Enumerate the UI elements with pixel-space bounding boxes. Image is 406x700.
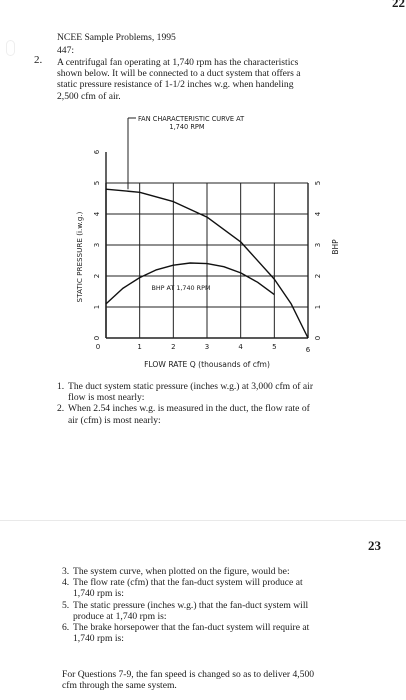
question-number: 6. — [62, 622, 70, 634]
question-item — [62, 566, 372, 577]
y-axis-label-right: BHP — [331, 239, 340, 255]
question-line: produce at 1,740 rpm is: — [73, 610, 167, 622]
x-tick-label: 0 — [95, 343, 101, 351]
problem-line: 2,500 cfm of air. — [57, 90, 121, 102]
question-line: The static pressure (inches w.g.) that the fan-duct system will — [73, 599, 309, 611]
question-line: flow is most nearly: — [68, 392, 145, 404]
page-number-mark-top: 22 — [392, 0, 405, 10]
bhp-annotation: BHP AT 1,740 RPM — [151, 283, 211, 292]
footer-line: cfm through the same system. — [62, 680, 177, 692]
question-line: The flow rate (cfm) that the fan-duct system will produce at — [73, 577, 303, 589]
question-number: 5. — [62, 599, 70, 611]
question-item — [62, 600, 372, 622]
y-tick-label-left: 1 — [93, 304, 101, 310]
x-tick-label: 5 — [272, 343, 277, 351]
page-number-mark: 23 — [368, 538, 381, 553]
question-line: The brake horsepower that the fan-duct system will require at — [73, 622, 310, 634]
question-list-a — [57, 381, 367, 426]
y-tick-label-left: 3 — [93, 242, 101, 248]
y-tick-label-right: 2 — [314, 273, 322, 279]
document-header: NCEE Sample Problems, 1995 — [57, 32, 176, 43]
y-axis-label-left: STATIC PRESSURE (i.w.g.) — [75, 211, 84, 303]
question-line: air (cfm) is most nearly: — [68, 414, 161, 426]
question-item — [62, 577, 372, 599]
chart-title-line: 1,740 RPM — [169, 123, 205, 131]
x-tick-label: 1 — [137, 343, 142, 351]
y-tick-label-right: 4 — [314, 211, 322, 217]
binder-hole-mark — [6, 40, 15, 56]
question-item — [57, 381, 367, 403]
x-tick-label: 4 — [238, 343, 243, 351]
y-tick-label-left: 6 — [93, 149, 101, 155]
y-tick-label-left: 0 — [93, 335, 101, 341]
x-tick-label: 6 — [305, 346, 311, 354]
problem-line: A centrifugal fan operating at 1,740 rpm has the characteristics — [57, 57, 299, 68]
footer-note — [62, 669, 382, 691]
problem-statement — [57, 57, 357, 102]
chart-axes — [106, 118, 136, 338]
question-line: When 2.54 inches w.g. is measured in the duct, the flow rate of — [68, 403, 310, 415]
x-tick-label: 2 — [171, 343, 176, 351]
chart-grid — [106, 183, 308, 338]
y-tick-label-left: 4 — [93, 211, 101, 217]
y-tick-label-left: 2 — [93, 273, 101, 279]
question-line: The system curve, when plotted on the figure, would be: — [73, 566, 290, 577]
question-item — [57, 403, 367, 425]
question-number: 4. — [62, 577, 70, 589]
question-number: 3. — [62, 566, 70, 577]
question-number: 2. — [57, 403, 65, 415]
page-divider — [0, 520, 406, 521]
question-number: 1. — [57, 381, 65, 392]
x-tick-label: 3 — [204, 343, 210, 351]
question-item — [62, 622, 372, 644]
y-tick-label-left: 5 — [93, 180, 101, 186]
question-line: 1,740 rpm is: — [73, 588, 124, 600]
fan-characteristic-chart — [70, 110, 370, 380]
y-tick-label-right: 1 — [314, 304, 322, 310]
chart-title-line: FAN CHARACTERISTIC CURVE AT — [138, 115, 245, 123]
y-tick-label-right: 5 — [314, 180, 322, 186]
problem-line: static pressure resistance of 1-1/2 inches w.g. when handeling — [57, 79, 294, 91]
question-line: The duct system static pressure (inches w.g.) at 3,000 cfm of air — [68, 381, 314, 392]
footer-line: For Questions 7-9, the fan speed is changed so as to deliver 4,500 — [62, 669, 315, 680]
y-tick-label-right: 0 — [314, 335, 322, 341]
question-line: 1,740 rpm is: — [73, 633, 124, 645]
y-tick-label-right: 3 — [314, 242, 322, 248]
problem-line: shown below. It will be connected to a duct system that offers a — [57, 68, 301, 80]
question-list-b — [62, 566, 372, 644]
problem-marker: 2. — [34, 54, 43, 66]
problem-number: 447: — [57, 45, 75, 56]
x-axis-label: FLOW RATE Q (thousands of cfm) — [144, 360, 270, 369]
